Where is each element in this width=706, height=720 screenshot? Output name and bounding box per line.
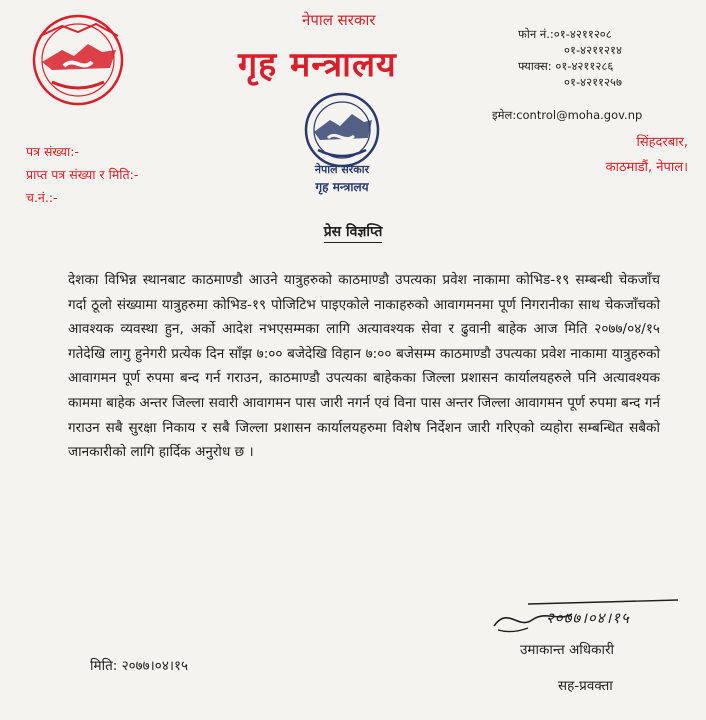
signatory-name: उमाकान्त अधिकारी [520,642,614,658]
address-line-1: सिंहदरबार, [636,135,688,150]
email-label: इमेल: [492,108,517,122]
email-line [492,108,642,123]
office-address [560,130,688,180]
emblem-text-top: नेपाल सरकार [314,163,370,176]
signature-date: २०७७।०४।१५ [546,609,630,627]
fax-1: ०१-४२११२८६ [555,59,614,73]
emblem-icon [296,90,388,170]
emblem-text-bottom: गृह मन्त्रालय [315,180,369,194]
notice-title [0,222,706,241]
reference-fields [26,140,138,209]
ministry-emblem [296,90,388,200]
signatory-title: सह-प्रवक्ता [558,678,613,694]
phone-2: ०१-४२११२१४ [564,43,622,57]
address-line-2: काठमाडौं, नेपाल। [605,160,688,175]
phone-label: फोन नं.: [518,27,554,41]
phone-1: ०१-४२११२०८ [553,27,612,41]
email-address: control@moha.gov.np [516,108,643,122]
ministry-name: गृह मन्त्रालय [238,45,397,85]
notice-date: मिति: २०७७।०४।१५ [90,658,188,674]
government-name: नेपाल सरकार [302,11,376,29]
ministry-logo-icon [22,10,134,110]
received-letter-number: प्राप्त पत्र संख्या र मिति:- [26,167,139,182]
fax-label: फ्याक्स: [518,59,552,73]
dispatch-number: च.नं.:- [26,190,58,205]
signature [488,596,688,636]
notice-title-text: प्रेस विज्ञप्ति [324,224,383,243]
notice-body: देशका विभिन्न स्थानबाट काठमाण्डौ आउने यात्रुहरुको काठमाण्डौ उपत्यका प्रवेश नाकामा कोभिड-१९ सम्बन्धी चेकजाँच गर्दा ठूलो संख्यामा यात्रुहरुमा कोभिड-१९ पोजिटिभ पाइएकोले नाकाहरुको आवागमनमा पूर्ण निगरानीका साथ चेकजाँचको आवश्यक व्यवस्था हुन, अर्को आदेश नभएसम्मका लागि अत्यावश्यक सेवा र ढुवानी बाहेक आज मिति २०७७/०४/१५ गतेदेखि लागु हुनेगरी प्रत्येक दिन साँझ ७:०० बजेदेखि विहान ७:०० बजेसम्म काठमाण्डौ उपत्यका प्रवेश नाकामा यात्रुहरुको आवागमन पूर्ण रुपमा बन्द गर्न गराउन, काठमाण्डौ उपत्यका बाहेकका जिल्ला प्रशासन कार्यालयहरुले पनि अत्यावश्यक काममा बाहेक अन्तर जिल्ला सवारी आवागमन पास जारी नगर्न एवं विना पास अन्तर जिल्ला आवागमन पूर्ण रुपमा बन्द गर्न गराउन सबै सुरक्षा निकाय र सबै जिल्ला प्रशासन कार्यालयहरुमा विशेष निर्देशन जारी गरिएको व्यहोरा सम्बन्धित सबैको जानकारीको लागि हार्दिक अनुरोध छ । [68,272,660,461]
letter-number: पत्र संख्या:- [26,144,79,159]
contact-block [518,26,700,90]
fax-2: ०१-४२११२५७ [564,75,622,89]
